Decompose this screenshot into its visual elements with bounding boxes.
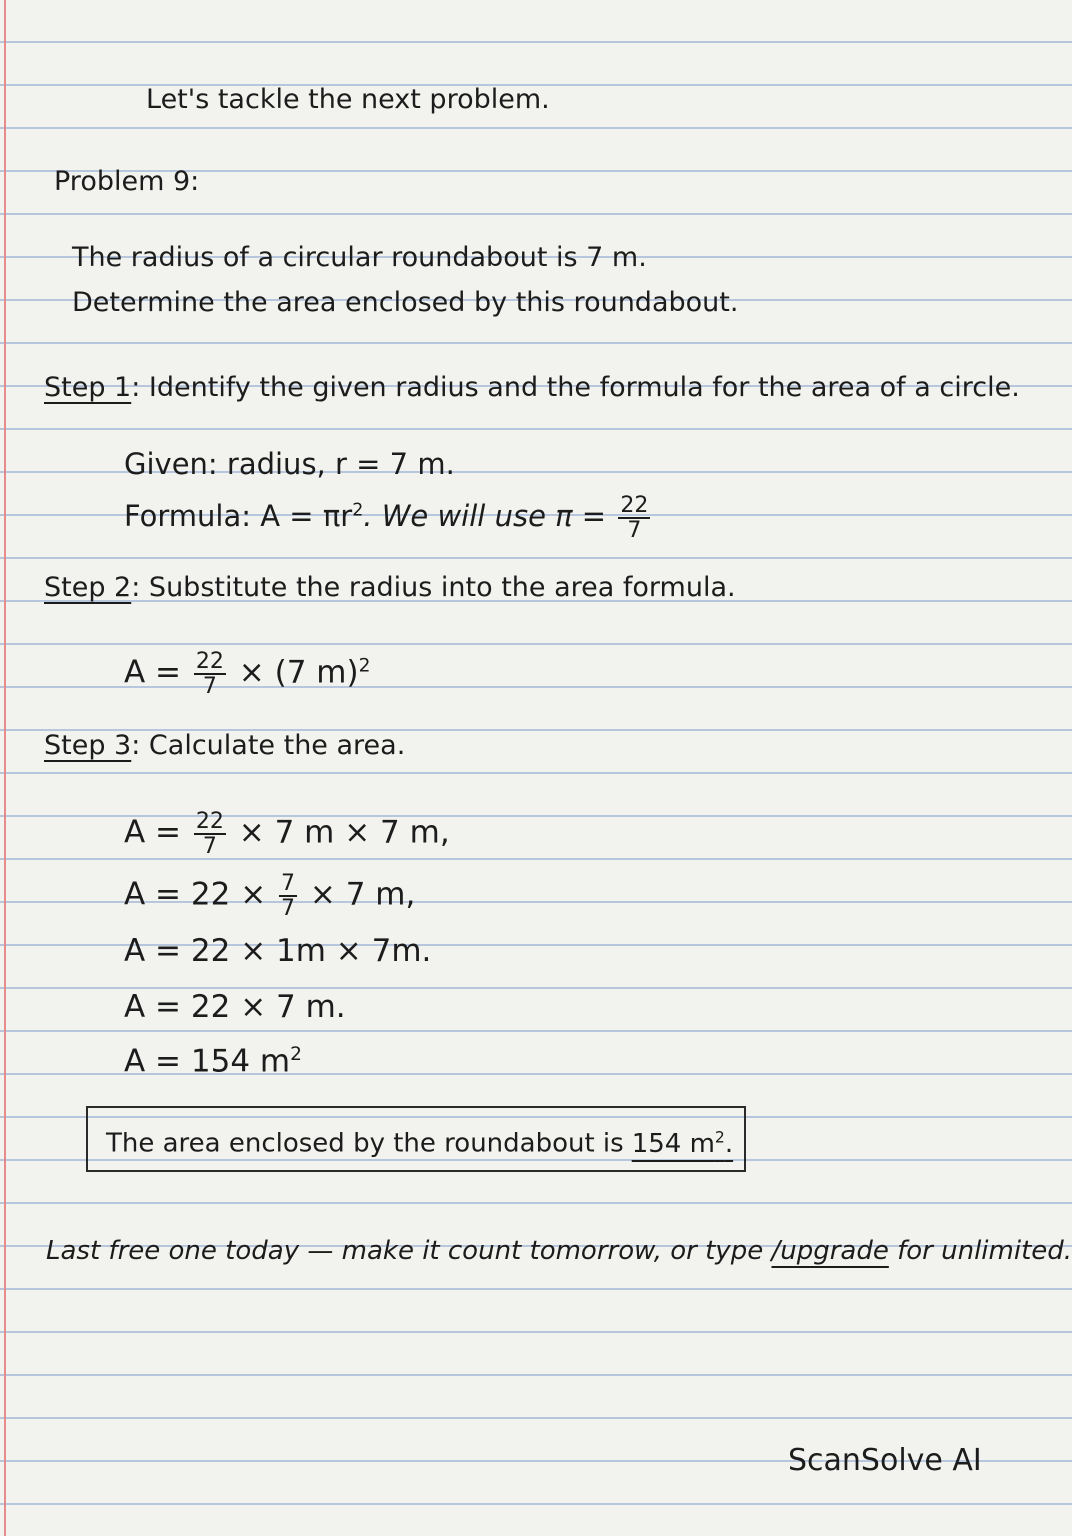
calc-1-suffix: × 7 m × 7 m, (238, 814, 450, 851)
step-2-text: : Substitute the radius into the area formula. (131, 572, 736, 603)
step-3-label: Step 3 (44, 730, 132, 761)
formula-pi-note: . We will use π = (363, 499, 607, 534)
calc-2-suffix: × 7 m, (309, 876, 416, 913)
intro-text: Let's tackle the next problem. (146, 84, 550, 115)
pi-fraction (618, 494, 650, 542)
answer-number: 154 m (631, 1128, 715, 1159)
step-1-text: : Identify the given radius and the formula for the area of a circle. (131, 372, 1020, 403)
substitution-equation (124, 650, 370, 698)
footer-before: Last free one today — make it count tomorrow, or type (46, 1236, 772, 1266)
step-2-heading (44, 574, 736, 601)
answer-text: The area enclosed by the roundabout is (106, 1128, 624, 1159)
calc-5-text: A = 154 m (124, 1043, 291, 1080)
calc-1-fraction (194, 810, 226, 858)
problem-statement-line-1: The radius of a circular roundabout is 7 m. (72, 242, 647, 273)
problem-label: Problem 9: (54, 166, 200, 197)
step-1-heading (44, 374, 1020, 401)
upgrade-command[interactable]: /upgrade (771, 1236, 889, 1266)
sub-suffix: × (7 m) (238, 654, 359, 691)
calc-2-numerator: 7 (281, 871, 296, 896)
answer-sentence (106, 1128, 733, 1159)
calc-1-numerator: 22 (195, 809, 224, 834)
formula-prefix: Formula: A = πr (124, 499, 353, 534)
answer-value: 154 $m^2$. (631, 1128, 734, 1159)
step-1-label: Step 1 (44, 372, 132, 403)
footer-after: for unlimited. (888, 1236, 1072, 1266)
step-3-text: : Calculate the area. (131, 730, 406, 761)
answer-box (86, 1106, 746, 1172)
upgrade-notice (46, 1238, 1072, 1264)
calc-line-5 (124, 1043, 302, 1080)
calc-2-denominator: 7 (281, 896, 296, 922)
calc-line-1 (124, 810, 450, 858)
calc-1-prefix: A = (124, 814, 182, 851)
sub-numerator: 22 (195, 649, 224, 674)
calc-5-exponent: 2 (290, 1044, 302, 1065)
problem-statement-line-2: Determine the area enclosed by this roundabout. (72, 287, 739, 318)
step-3-heading (44, 732, 405, 759)
sub-exponent: 2 (358, 655, 371, 677)
given-line: Given: radius, r = 7 m. (124, 447, 455, 481)
calc-line-4: A = 22 × 7 m. (124, 989, 346, 1025)
brand-signature: ScanSolve AI (788, 1443, 982, 1478)
step-2-label: Step 2 (44, 572, 132, 603)
pi-numerator: 22 (620, 493, 649, 518)
formula-exponent: 2 (352, 500, 364, 521)
sub-fraction (194, 650, 226, 698)
answer-exponent: 2 (714, 1128, 725, 1146)
calc-2-fraction (279, 872, 297, 920)
calc-1-denominator: 7 (202, 834, 217, 860)
calc-2-prefix: A = 22 × (124, 876, 267, 913)
pi-denominator: 7 (627, 518, 642, 544)
page-margin-line (4, 0, 6, 1536)
formula-line (124, 494, 653, 542)
calc-line-2 (124, 872, 415, 920)
calc-line-3: A = 22 × 1m × 7m. (124, 933, 432, 969)
sub-denominator: 7 (202, 674, 217, 700)
sub-prefix: A = (124, 654, 182, 691)
